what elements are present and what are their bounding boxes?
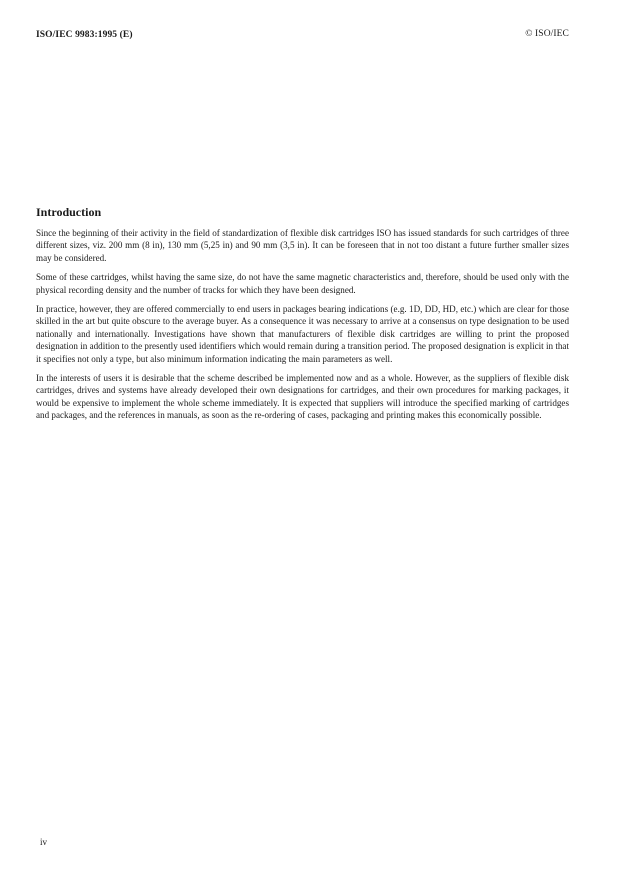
paragraph-4: In the interests of users it is desirable that the scheme described be implemented now and as a whole. However, as the suppliers of flexible disk cartridges, drives and systems have already developed their own designations for cartridges, and their own procedures for marking packages, it would be expensive to implement the whole scheme immediately. It is expected that suppliers will introduce the specified marking of cartridges and packages, and the references in manuals, as soon as the re-ordering of cases, packaging and printing makes this economically possible. — [36, 373, 569, 421]
introduction-section — [36, 205, 569, 429]
paragraph-1: Since the beginning of their activity in the field of standardization of flexible disk cartridges ISO has issued standards for such cartridges of three different sizes, viz. 200 mm (8 in), 130 mm (5,25 in) and 90 mm (3,5 in). It can be foreseen that in not too distant a future further smaller sizes may be considered. — [36, 228, 569, 263]
paragraph-2: Some of these cartridges, whilst having the same size, do not have the same magnetic characteristics and, therefore, should be used only with the physical recording density and the number of tracks for which they have been designed. — [36, 272, 569, 295]
paragraph-3: In practice, however, they are offered commercially to end users in packages bearing indications (e.g. 1D, DD, HD, etc.) which are clear for those skilled in the art but quite obscure to the average buyer. As a consequence it was necessary to arrive at a consensus on type designation to be used nationally and internationally. Investigations have shown that manufacturers of flexible disk cartridges are willing to print the proposed designation in addition to the presently used identifiers which would remain during a transition period. The proposed designation is explicit in that it specifies not only a type, but also minimum information indicating the main parameters as well. — [36, 304, 569, 364]
section-title: Introduction — [36, 205, 102, 219]
copyright-notice: © ISO/IEC — [525, 29, 569, 39]
standard-identifier: ISO/IEC 9983:1995 (E) — [36, 30, 133, 40]
page-number: iv — [40, 837, 48, 847]
